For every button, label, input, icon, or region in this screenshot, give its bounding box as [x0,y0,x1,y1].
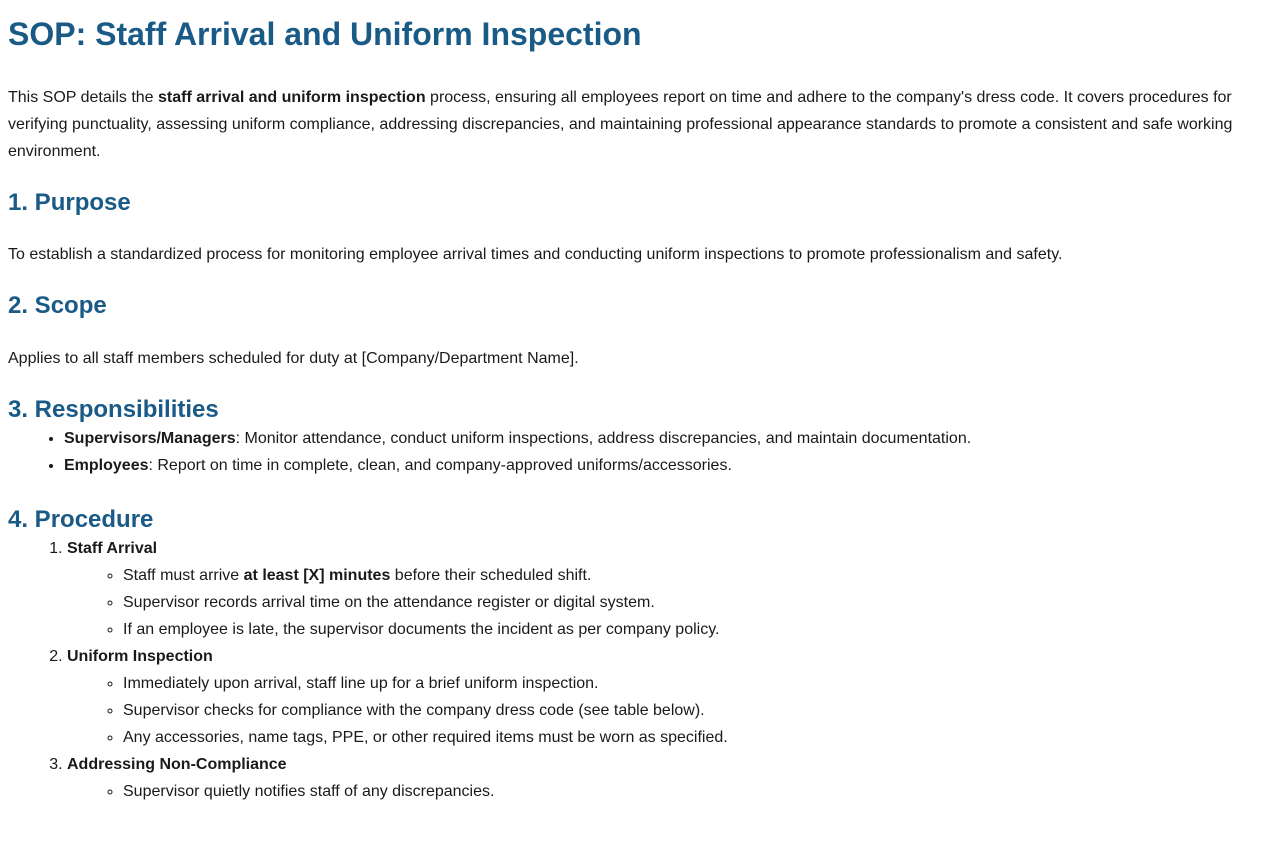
responsibility-item-employees [64,452,1255,479]
substep-text: Immediately upon arrival, staff line up for a brief uniform inspection. [123,675,599,692]
procedure-step-non-compliance [67,751,1255,805]
responsibilities-list [8,425,1255,479]
substep-text: Supervisor quietly notifies staff of any discrepancies. [123,783,495,800]
scope-heading: 2. Scope [8,292,107,319]
scope-text: Applies to all staff members scheduled for duty at [Company/Department Name]. [8,350,579,367]
substep-text: If an employee is late, the supervisor documents the incident as per company policy. [123,621,720,638]
substep-text: Supervisor checks for compliance with the company dress code (see table below). [123,702,705,719]
substep-text: Any accessories, name tags, PPE, or other required items must be worn as specified. [123,729,728,746]
procedure-step-staff-arrival [67,535,1255,643]
substep-text-end: before their scheduled shift. [390,567,592,584]
step-substeps [67,778,1255,805]
step-substeps [67,562,1255,643]
step-substeps [67,670,1255,751]
step-title: Uniform Inspection [67,648,213,665]
responsibilities-heading: 3. Responsibilities [8,396,219,423]
page-title: SOP: Staff Arrival and Uniform Inspection [8,16,642,52]
substep-bold: at least [X] minutes [243,567,391,584]
list-item [123,697,1255,724]
step-title: Staff Arrival [67,540,158,557]
responsibility-role: Supervisors/Managers [64,430,236,447]
purpose-text: To establish a standardized process for monitoring employee arrival times and conducting uniform inspections to promote professionalism and safety. [8,246,1063,263]
intro-paragraph [8,84,1255,165]
intro-text-bold: staff arrival and uniform inspection [158,89,426,106]
intro-text-end: process, ensuring all employees report on time and adhere to the company's dress code. It covers procedures for verifying punctuality, assessing uniform compliance, addressing discrepancies, and maintaining professional appearance standards to promote a consistent and safe working environment. [8,89,1233,160]
responsibility-role: Employees [64,457,149,474]
procedure-steps [8,535,1255,805]
list-item [123,778,1255,805]
substep-text: Supervisor records arrival time on the attendance register or digital system. [123,594,655,611]
list-item [123,724,1255,751]
purpose-heading: 1. Purpose [8,189,131,216]
list-item [123,616,1255,643]
list-item [123,562,1255,589]
list-item [123,670,1255,697]
intro-text-start: This SOP details the [8,89,158,106]
procedure-heading: 4. Procedure [8,506,154,533]
responsibility-text: : Monitor attendance, conduct uniform inspections, address discrepancies, and maintain documentation. [235,430,972,447]
responsibility-text: : Report on time in complete, clean, and company-approved uniforms/accessories. [148,457,732,474]
step-title: Addressing Non-Compliance [67,756,287,773]
list-item [123,589,1255,616]
substep-text: Staff must arrive [123,567,244,584]
responsibility-item-supervisors [64,425,1255,452]
procedure-step-uniform-inspection [67,643,1255,751]
